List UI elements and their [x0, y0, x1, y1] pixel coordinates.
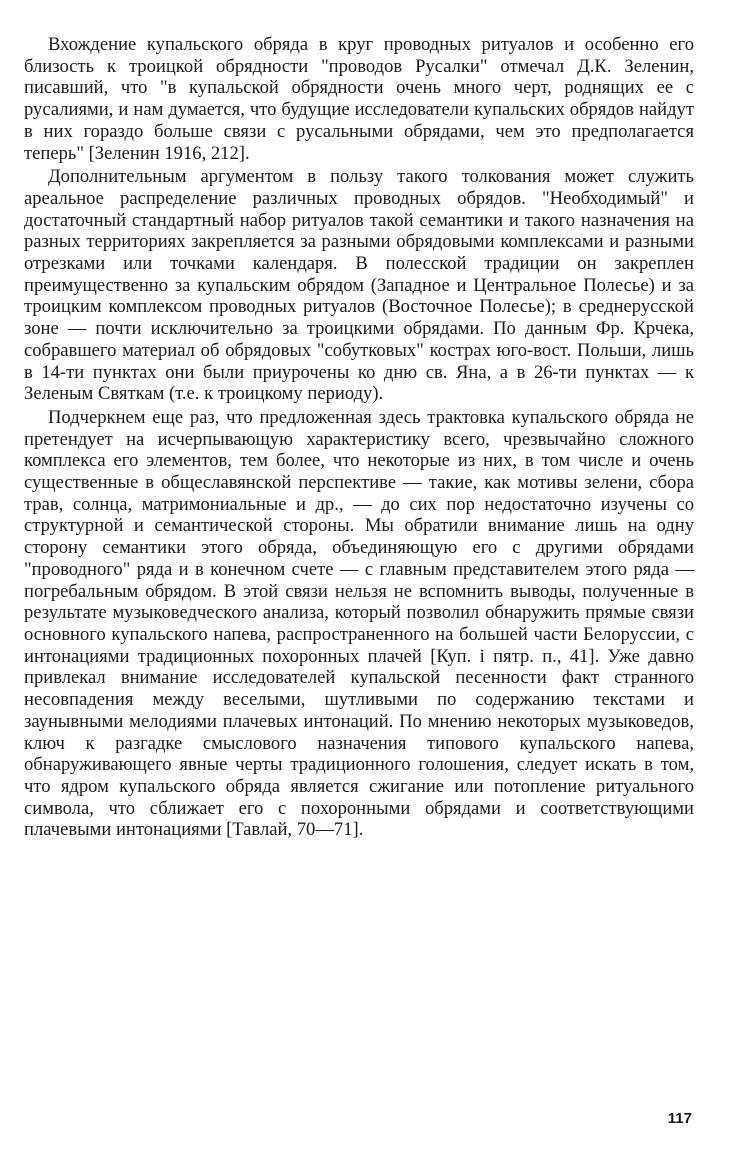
body-text: [24, 34, 694, 841]
paragraph-2: Дополнительным аргументом в пользу такого толкования может служить ареальное распределение различных проводных обрядов. "Необходимый" и достаточный стандартный набор ритуалов такой семантики и такого назначения на разных территориях закрепляется за разными обрядовыми комплексами и разными отрезками или точками календаря. В полесской традиции он закреплен преимущественно за купальским обрядом (Западное и Центральное Полесье) и за троицким комплексом проводных ритуалов (Восточное Полесье); в среднерусской зоне — почти исключительно за троицкими обрядами. По данным Фр. Крчека, собравшего материал об обрядовых "собутковых" кострах юго-вост. Польши, лишь в 14-ти пунктах они были приурочены ко дню св. Яна, а в 26-ти пунктах — к Зеленым Святкам (т.е. к троицкому периоду).: [24, 166, 694, 405]
page-number: 117: [667, 1110, 692, 1127]
paragraph-3: Подчеркнем еще раз, что предложенная здесь трактовка купальского обряда не претендует на исчерпывающую характеристику всего, чрезвычайно сложного комплекса его элементов, тем более, что некоторые из них, в том числе и очень существенные в общеславянской перспективе — такие, как мотивы зелени, сбора трав, солнца, матримониальные и др., — до сих пор недостаточно изучены со структурной и семантической стороны. Мы обратили внимание лишь на одну сторону семантики этого обряда, объединяющую его с другими обрядами "проводного" ряда и в конечном счете — с главным представителем этого ряда — погребальным обрядом. В этой связи нельзя не вспомнить выводы, полученные в результате музыковедческого анализа, который позволил обнаружить прямые связи основного купальского напева, распространенного на большей части Белоруссии, с интонациями традиционных похоронных плачей [Куп. і пятр. п., 41]. Уже давно привлекал внимание исследователей купальской песенности факт странного несовпадения между веселыми, шутливыми по содержанию текстами и заунывными мелодиями плачевых интонаций. По мнению некоторых музыковедов, ключ к разгадке смыслового назначения типового купальского напева, обнаруживающего явные черты традиционного голошения, следует искать в том, что ядром купальского обряда является сжигание или потопление ритуального символа, что сближает его с похоронными обрядами и соответствующими плачевыми интонациями [Тавлай, 70—71].: [24, 406, 694, 841]
paragraph-1: Вхождение купальского обряда в круг проводных ритуалов и особенно его близость к троицкой обрядности "проводов Русалки" отмечал Д.К. Зеленин, писавший, что "в купальской обрядности очень много черт, роднящих ее с русалиями, и нам думается, что будущие исследователи купальских обрядов найдут в них гораздо больше связи с русальными обрядами, чем это предполагается теперь" [Зеленин 1916, 212].: [24, 34, 694, 164]
